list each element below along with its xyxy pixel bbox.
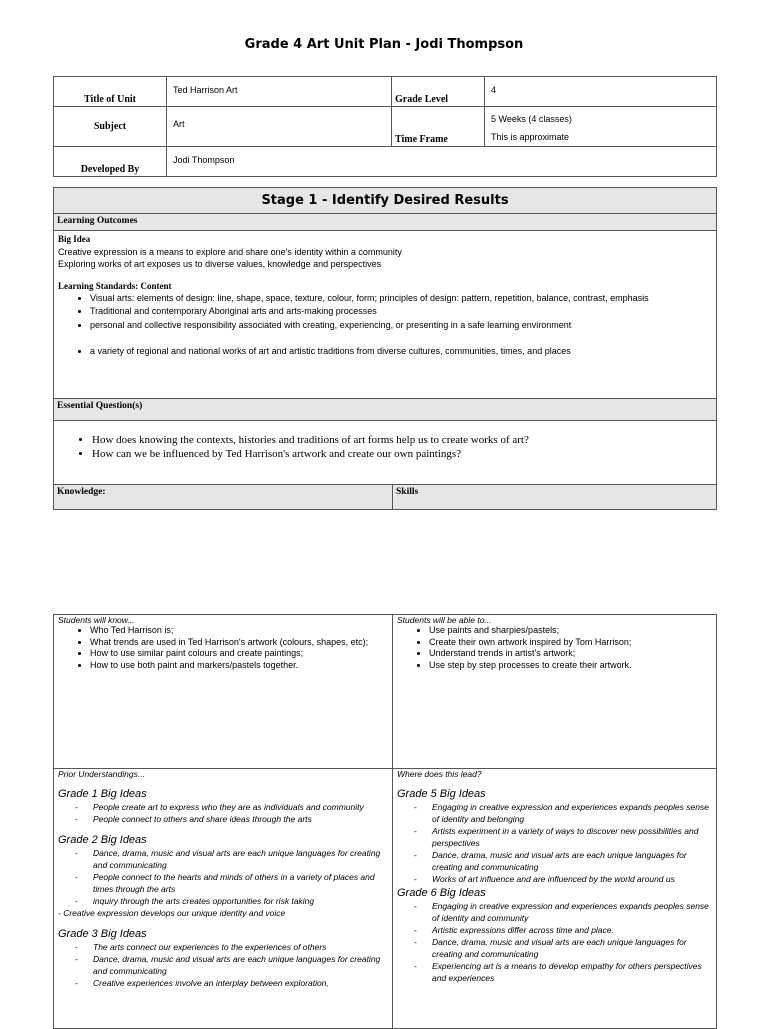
able-item: • Use paints and sharpies/pastels; xyxy=(429,625,712,637)
know-item: • How to use both paint and markers/pastels together. xyxy=(90,660,388,672)
where-does-this-lead-cell xyxy=(393,769,717,1029)
grade6-item: - Dance, drama, music and visual arts are each unique languages for creating and communicating xyxy=(414,936,712,960)
grade1-item: - People connect to others and share ideas through the arts xyxy=(75,813,388,825)
students-able-cell xyxy=(393,615,717,769)
grade5-title: Grade 5 Big Ideas xyxy=(397,788,486,800)
stage1-table xyxy=(53,187,717,510)
grade6-item: - Experiencing art is a means to develop empathy for others perspectives and experiences xyxy=(414,960,712,984)
grade5-item: - Works of art influence and are influenced by the world around us xyxy=(414,873,712,885)
big-idea-line: Creative expression is a means to explore and share one's identity within a community xyxy=(58,246,402,257)
grade5-item: - Artists experiment in a variety of ways to discover new possibilities and perspectives xyxy=(414,825,712,849)
subject-label: Subject xyxy=(54,107,167,147)
grade3-list xyxy=(58,941,388,989)
grade6-title: Grade 6 Big Ideas xyxy=(397,887,486,899)
grade3-title: Grade 3 Big Ideas xyxy=(58,928,147,940)
essential-questions-heading: Essential Question(s) xyxy=(54,399,717,421)
subject-value: Art xyxy=(167,107,392,147)
time-frame-label: Time Frame xyxy=(392,107,485,147)
standard-item: • personal and collective responsibility associated with creating, experiencing, or presenting in a safe learning environment xyxy=(90,319,712,332)
big-idea-line: Exploring works of art exposes us to diverse values, knowledge and perspectives xyxy=(58,259,382,269)
grade6-list xyxy=(397,900,712,984)
students-able-intro: Students will be able to... xyxy=(397,615,492,625)
able-item: • Understand trends in artist's artwork; xyxy=(429,648,712,660)
grade1-list xyxy=(58,801,388,825)
title-of-unit-value: Ted Harrison Art xyxy=(167,77,392,107)
standards-list xyxy=(58,292,712,357)
time-frame-line-2: This is approximate xyxy=(491,132,570,142)
prior-understandings-cell xyxy=(54,769,393,1029)
prior-understandings-intro: Prior Understandings... xyxy=(58,769,145,779)
standard-item: • a variety of regional and national works of art and artistic traditions from diverse cultures, communities, times, and places xyxy=(90,345,712,358)
time-frame-value xyxy=(485,107,717,147)
grade5-item: - Dance, drama, music and visual arts are each unique languages for creating and communicating xyxy=(414,849,712,873)
developed-by-value: Jodi Thompson xyxy=(167,147,717,177)
grade1-item: - People create art to express who they are as individuals and community xyxy=(75,801,388,813)
grade5-list xyxy=(397,801,712,885)
able-item: • Use step by step processes to create their artwork. xyxy=(429,660,712,672)
grade-level-value: 4 xyxy=(485,77,717,107)
unit-info-table xyxy=(53,76,717,177)
grade6-item: - Engaging in creative expression and experiences expands peoples sense of identity and community xyxy=(414,900,712,924)
know-item: • Who Ted Harrison is; xyxy=(90,625,388,637)
learning-outcomes-body xyxy=(54,231,717,399)
students-will-know-intro: Students will know... xyxy=(58,615,135,625)
essential-questions-body xyxy=(54,421,717,485)
developed-by-label: Developed By xyxy=(54,147,167,177)
grade3-item: - Dance, drama, music and visual arts are each unique languages for creating and communicating xyxy=(75,953,388,977)
grade1-title: Grade 1 Big Ideas xyxy=(58,788,147,800)
grade2-item: - inquiry through the arts creates opportunities for risk taking xyxy=(75,895,388,907)
standard-item: • Visual arts: elements of design: line, shape, space, texture, colour, form; principles of design: pattern, repetition, balance, contrast, emphasis xyxy=(90,292,712,305)
standard-item: • Traditional and contemporary Aboriginal arts and arts-making processes xyxy=(90,305,712,318)
skills-label: Skills xyxy=(393,485,717,510)
grade2-title: Grade 2 Big Ideas xyxy=(58,834,147,846)
document-title: Grade 4 Art Unit Plan - Jodi Thompson xyxy=(244,37,524,52)
time-frame-line-1: 5 Weeks (4 classes) xyxy=(491,114,572,124)
grade2-item: - Dance, drama, music and visual arts are each unique languages for creating and communicating xyxy=(75,847,388,871)
learning-outcomes-heading: Learning Outcomes xyxy=(54,214,717,231)
grade2-list xyxy=(58,847,388,907)
know-item: • How to use similar paint colours and create paintings; xyxy=(90,648,388,660)
stage1-heading: Stage 1 - Identify Desired Results xyxy=(54,188,717,214)
knowledge-label: Knowledge: xyxy=(54,485,393,510)
questions-list xyxy=(60,433,712,461)
know-item: • What trends are used in Ted Harrison's artwork (colours, shapes, etc); xyxy=(90,637,388,649)
know-list xyxy=(58,625,388,671)
title-of-unit-label: Title of Unit xyxy=(54,77,167,107)
question-item: • How can we be influenced by Ted Harrison's artwork and create our own paintings? xyxy=(92,447,712,461)
students-will-know-cell xyxy=(54,615,393,769)
grade5-item: - Engaging in creative expression and experiences expands peoples sense of identity and belonging xyxy=(414,801,712,825)
learning-standards-label: Learning Standards: Content xyxy=(58,280,172,291)
grade3-item: - Creative experiences involve an interplay between exploration, xyxy=(75,977,388,989)
grade2-item: - People connect to the hearts and minds of others in a variety of places and times through the arts xyxy=(75,871,388,895)
grade-level-label: Grade Level xyxy=(392,77,485,107)
where-does-this-lead-intro: Where does this lead? xyxy=(397,769,482,779)
grade3-item: - The arts connect our experiences to the experiences of others xyxy=(75,941,388,953)
question-item: • How does knowing the contexts, histories and traditions of art forms help us to create works of art? xyxy=(92,433,712,447)
grade6-item: - Artistic expressions differ across time and place. xyxy=(414,924,712,936)
able-list xyxy=(397,625,712,671)
big-idea-label: Big Idea xyxy=(58,234,91,244)
grade2-extra-line: - Creative expression develops our unique identity and voice xyxy=(58,908,286,918)
knowledge-skills-table xyxy=(53,614,717,1029)
able-item: • Create their own artwork inspired by Tom Harrison; xyxy=(429,637,712,649)
